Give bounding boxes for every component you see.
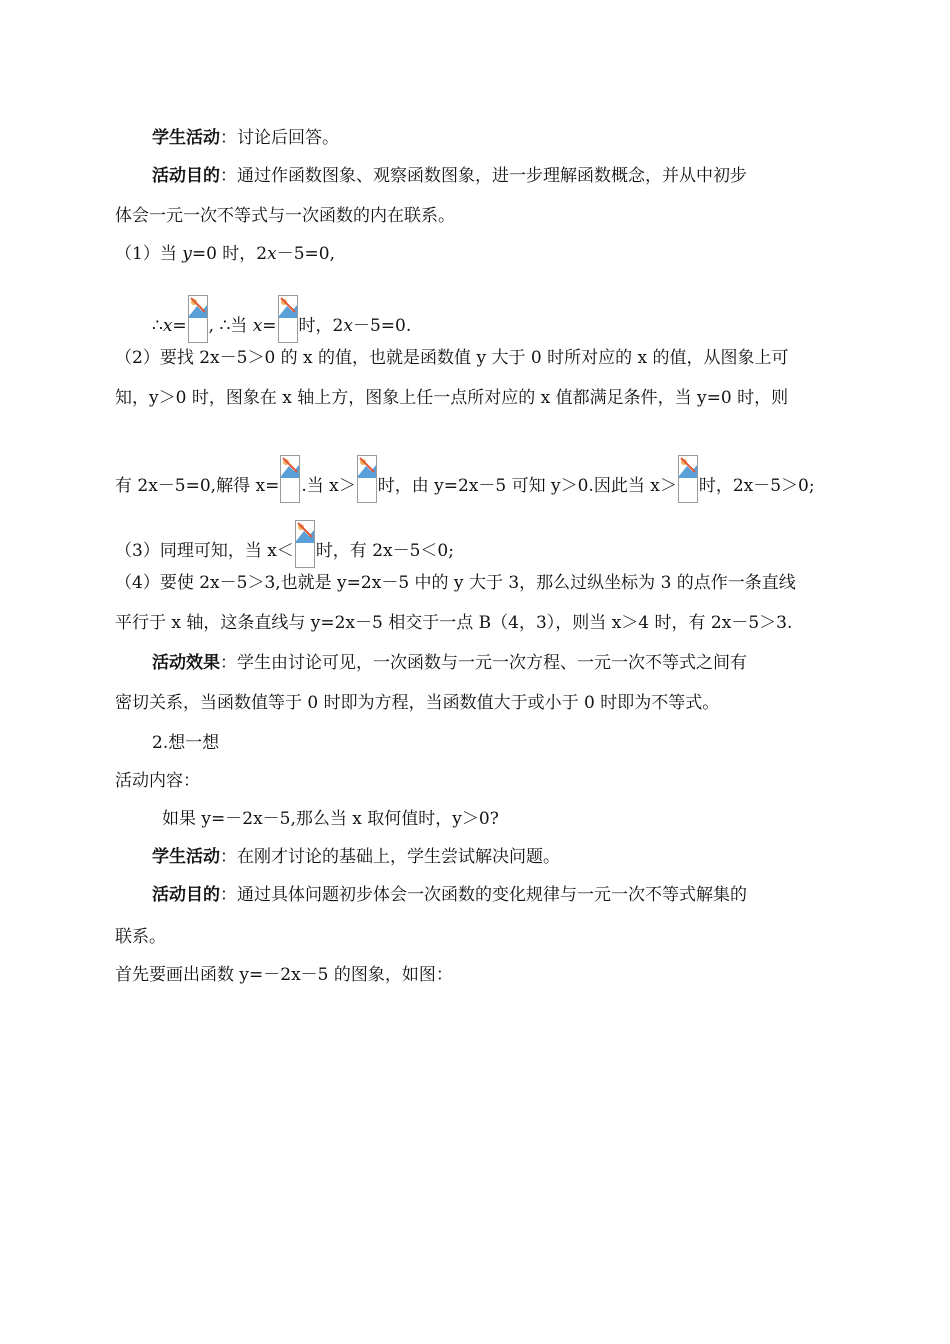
text: .当 x＞	[301, 476, 356, 496]
var: y	[182, 244, 192, 264]
text: 如果 y=－2x－5,那么当 x 取何值时，y＞0?	[162, 809, 499, 829]
text: 时，有 2x－5＜0;	[315, 541, 454, 561]
text: 2.想一想	[152, 733, 220, 753]
broken-image-icon	[295, 520, 315, 568]
text: 密切关系，当函数值等于 0 时即为方程，当函数值大于或小于 0 时即为不等式。	[115, 693, 720, 713]
broken-image-icon	[278, 295, 298, 343]
text: 在刚才讨论的基础上，学生尝试解决问题。	[237, 847, 560, 867]
label: 活动目的	[152, 885, 220, 905]
paragraph-student-activity-1	[152, 127, 838, 149]
text: （4）要使 2x－5＞3,也就是 y=2x－5 中的 y 大于 3，那么过纵坐标为 3 的点作一条直线	[115, 573, 796, 593]
label: 学生活动	[152, 128, 220, 148]
text: 首先要画出函数 y=－2x－5 的图象，如图：	[115, 965, 453, 985]
text: 体会一元一次不等式与一次函数的内在联系。	[115, 206, 455, 226]
section-heading-think	[152, 732, 838, 754]
paragraph-activity-goal-2	[152, 884, 838, 906]
step-1-result	[152, 295, 838, 343]
paragraph-activity-goal-1	[152, 165, 838, 187]
text: =	[262, 316, 277, 336]
text: （1）当	[115, 244, 183, 264]
label: 学生活动	[152, 847, 220, 867]
paragraph-activity-goal-2-cont	[115, 926, 838, 948]
broken-image-icon	[188, 295, 208, 343]
paragraph-activity-goal-1-cont	[115, 205, 838, 227]
step-2-line1	[115, 347, 838, 369]
text: 有 2x－5=0,解得 x=	[115, 476, 280, 496]
text: 知，y＞0 时，图象在 x 轴上方，图象上任一点所对应的 x 值都满足条件，当 y=0 时，则	[115, 388, 789, 408]
text: 通过作函数图象、观察函数图象，进一步理解函数概念，并从中初步	[237, 166, 747, 186]
broken-image-icon	[280, 455, 300, 503]
var: x	[267, 244, 277, 264]
paragraph-activity-effect-cont	[115, 692, 838, 714]
step-4-line2	[115, 612, 838, 634]
text: =	[172, 316, 187, 336]
text: （2）要找 2x－5＞0 的 x 的值，也就是函数值 y 大于 0 时所对应的 x 的值，从图象上可	[115, 348, 789, 368]
text: 时，2	[298, 316, 344, 336]
text: 平行于 x 轴，这条直线与 y=2x－5 相交于一点 B（4，3），则当 x＞4 时，有 2x－5＞3.	[115, 613, 793, 633]
label: 活动目的	[152, 166, 220, 186]
colon: ：	[220, 653, 237, 673]
text: （3）同理可知，当 x＜	[115, 541, 294, 561]
colon: ：	[220, 128, 237, 148]
var: x	[343, 316, 353, 336]
paragraph-student-activity-2	[152, 846, 838, 868]
label: 活动效果	[152, 653, 220, 673]
text: 活动内容：	[115, 771, 200, 791]
text: , ∴当	[208, 316, 253, 336]
step-2-line3	[115, 455, 838, 503]
broken-image-icon	[357, 455, 377, 503]
paragraph-draw-graph	[115, 964, 838, 986]
text: =0 时，2	[191, 244, 268, 264]
broken-image-icon	[678, 455, 698, 503]
activity-content-label	[115, 770, 838, 792]
text: －5=0,	[276, 244, 335, 264]
therefore: ∴	[152, 316, 163, 336]
colon: ：	[220, 847, 237, 867]
colon: ：	[220, 885, 237, 905]
step-4-line1	[115, 572, 838, 594]
var: x	[162, 316, 173, 336]
text: 时，2x－5＞0;	[698, 476, 815, 496]
text: 联系。	[115, 927, 166, 947]
text: 讨论后回答。	[237, 128, 339, 148]
text: 学生由讨论可见，一次函数与一元一次方程、一元一次不等式之间有	[237, 653, 747, 673]
text: 通过具体问题初步体会一次函数的变化规律与一元一次不等式解集的	[237, 885, 747, 905]
step-1	[115, 243, 838, 265]
colon: ：	[220, 166, 237, 186]
step-2-line2	[115, 387, 838, 409]
question	[162, 808, 838, 830]
text: －5=0.	[352, 316, 412, 336]
step-3	[115, 520, 838, 568]
paragraph-activity-effect	[152, 652, 838, 674]
var: x	[252, 316, 263, 336]
text: 时，由 y=2x－5 可知 y＞0.因此当 x＞	[377, 476, 677, 496]
